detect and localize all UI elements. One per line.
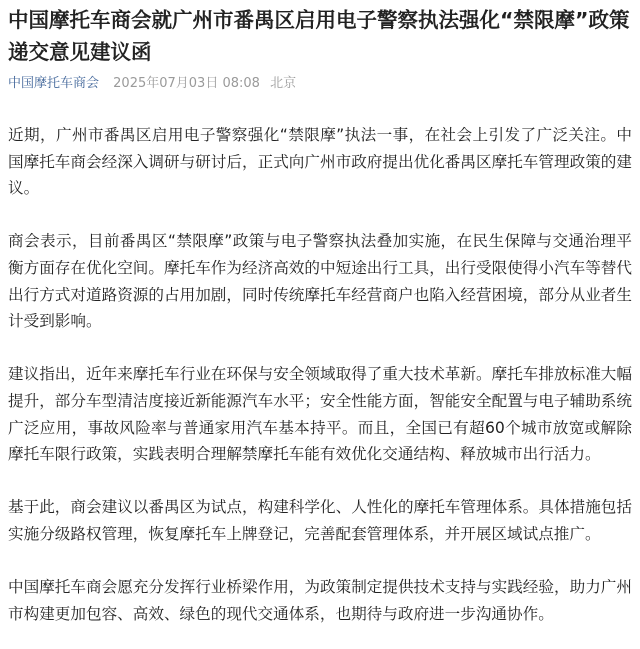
article-title: 中国摩托车商会就广州市番禺区启用电子警察执法强化“禁限摩”政策递交意见建议函 bbox=[8, 8, 630, 64]
paragraph: 商会表示，目前番禺区“禁限摩”政策与电子警察执法叠加实施，在民生保障与交通治理平衡方面存在优化空间。摩托车作为经济高效的中短途出行工具，出行受限使得小汽车等替代出行方式对道路资源的占用加剧，同时传统摩托车经营商户也陷入经营困境，部分从业者生计受到影响。 bbox=[8, 232, 632, 331]
paragraph: 建议指出，近年来摩托车行业在环保与安全领域取得了重大技术革新。摩托车排放标准大幅提升，部分车型清洁度接近新能源汽车水平；安全性能方面，智能安全配置与电子辅助系统广泛应用，事故风险率与普通家用汽车基本持平。而且，全国已有超60个城市放宽或解除摩托车限行政策，实践表明合理解禁摩托车能有效优化交通结构、释放城市出行活力。 bbox=[8, 365, 632, 464]
paragraph: 中国摩托车商会愿充分发挥行业桥梁作用，为政策制定提供技术支持与实践经验，助力广州市构建更加包容、高效、绿色的现代交通体系，也期待与政府进一步沟通协作。 bbox=[8, 578, 632, 623]
article-body bbox=[8, 122, 632, 627]
article-meta bbox=[8, 74, 632, 94]
paragraph: 基于此，商会建议以番禺区为试点，构建科学化、人性化的摩托车管理体系。具体措施包括实施分级路权管理，恢复摩托车上牌登记，完善配套管理体系，并开展区域试点推广。 bbox=[8, 498, 632, 543]
publish-location: 北京 bbox=[270, 76, 297, 91]
paragraph: 近期，广州市番禺区启用电子警察强化“禁限摩”执法一事，在社会上引发了广泛关注。中国摩托车商会经深入调研与研讨后，正式向广州市政府提出优化番禺区摩托车管理政策的建议。 bbox=[8, 126, 632, 198]
source-link[interactable]: 中国摩托车商会 bbox=[8, 76, 100, 91]
publish-date: 2025年07月03日 08:08 bbox=[113, 76, 260, 91]
